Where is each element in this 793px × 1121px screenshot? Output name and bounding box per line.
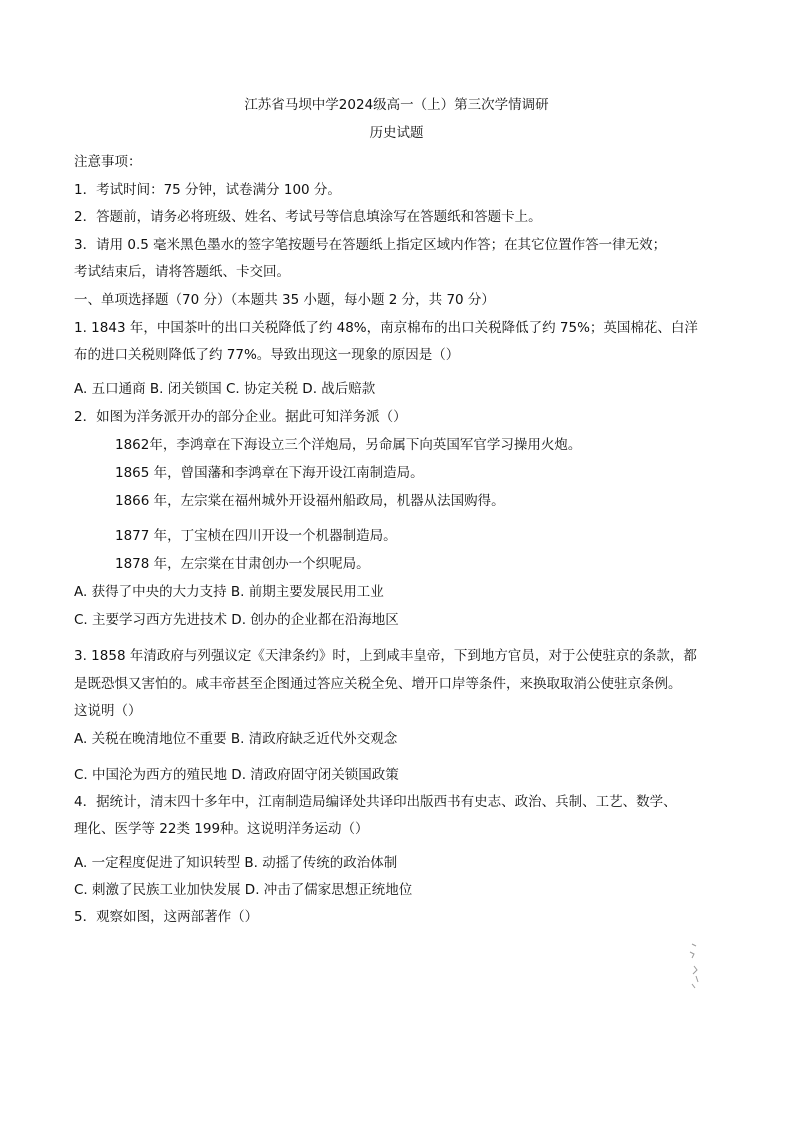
question-1-stem: 布的进口关税则降低了约 77%。导致出现这一现象的原因是（） xyxy=(74,347,460,363)
question-4-options: C. 刺激了民族工业加快发展 D. 冲击了儒家思想正统地位 xyxy=(74,882,413,898)
smudge-marks xyxy=(690,944,698,988)
question-2-fact: 1878 年，左宗棠在甘肃创办一个织呢局。 xyxy=(115,556,370,572)
question-4-stem: 4．据统计，清末四十多年中，江南制造局编译处共译印出版西书有史志、政治、兵制、工艺、数学、 xyxy=(74,794,677,810)
question-3-stem: 3. 1858 年清政府与列强议定《天津条约》时，上到咸丰皇帝，下到地方官员，对于公使驻京的条款，都 xyxy=(74,648,697,664)
notice-item: 1．考试时间：75 分钟，试卷满分 100 分。 xyxy=(74,182,341,198)
question-2-stem: 2．如图为洋务派开办的部分企业。据此可知洋务派（） xyxy=(74,409,407,425)
exam-subtitle: 历史试题 xyxy=(369,125,424,141)
question-5-stem: 5．观察如图，这两部著作（） xyxy=(74,909,259,925)
notice-item: 考试结束后，请将答题纸、卡交回。 xyxy=(74,264,290,280)
question-2-options: A. 获得了中央的大力支持 B. 前期主要发展民用工业 xyxy=(74,584,384,600)
question-2-fact: 1866 年，左宗棠在福州城外开设福州船政局，机器从法国购得。 xyxy=(115,493,505,509)
question-4-options: A. 一定程度促进了知识转型 B. 动摇了传统的政治体制 xyxy=(74,855,398,871)
question-2-options: C. 主要学习西方先进技术 D. 创办的企业都在沿海地区 xyxy=(74,612,399,628)
question-2-fact: 1865 年，曾国藩和李鸿章在下海开设江南制造局。 xyxy=(115,465,424,481)
scan-smudge xyxy=(684,940,704,990)
notice-item: 3．请用 0.5 毫米黑色墨水的签字笔按题号在答题纸上指定区域内作答；在其它位置作答一律无效； xyxy=(74,237,667,253)
question-2-fact: 1862年，李鸿章在下海设立三个洋炮局，另命属下向英国军官学习操用火炮。 xyxy=(115,437,582,453)
question-3-stem: 是既恐惧又害怕的。咸丰帝甚至企图通过答应关税全免、增开口岸等条件，来换取取消公使驻京条例。 xyxy=(74,676,682,692)
exam-title: 江苏省马坝中学2024级高一（上）第三次学情调研 xyxy=(244,97,549,113)
notice-item: 2．答题前，请务必将班级、姓名、考试号等信息填涂写在答题纸和答题卡上。 xyxy=(74,209,542,225)
question-4-stem: 理化、医学等 22类 199种。这说明洋务运动（） xyxy=(74,821,369,837)
question-3-stem: 这说明（） xyxy=(74,703,142,719)
question-3-options: A. 关税在晚清地位不重要 B. 清政府缺乏近代外交观念 xyxy=(74,731,398,747)
notice-heading: 注意事项： xyxy=(74,154,142,170)
section-heading: 一、单项选择题（70 分）（本题共 35 小题，每小题 2 分，共 70 分） xyxy=(74,292,495,308)
question-2-fact: 1877 年，丁宝桢在四川开设一个机器制造局。 xyxy=(115,528,397,544)
question-3-options: C. 中国沦为西方的殖民地 D. 清政府固守闭关锁国政策 xyxy=(74,767,399,783)
question-1-stem: 1. 1843 年，中国茶叶的出口关税降低了约 48%，南京棉布的出口关税降低了约 75%；英国棉花、白洋 xyxy=(74,320,698,336)
question-1-options: A. 五口通商 B. 闭关锁国 C. 协定关税 D. 战后赔款 xyxy=(74,381,376,397)
